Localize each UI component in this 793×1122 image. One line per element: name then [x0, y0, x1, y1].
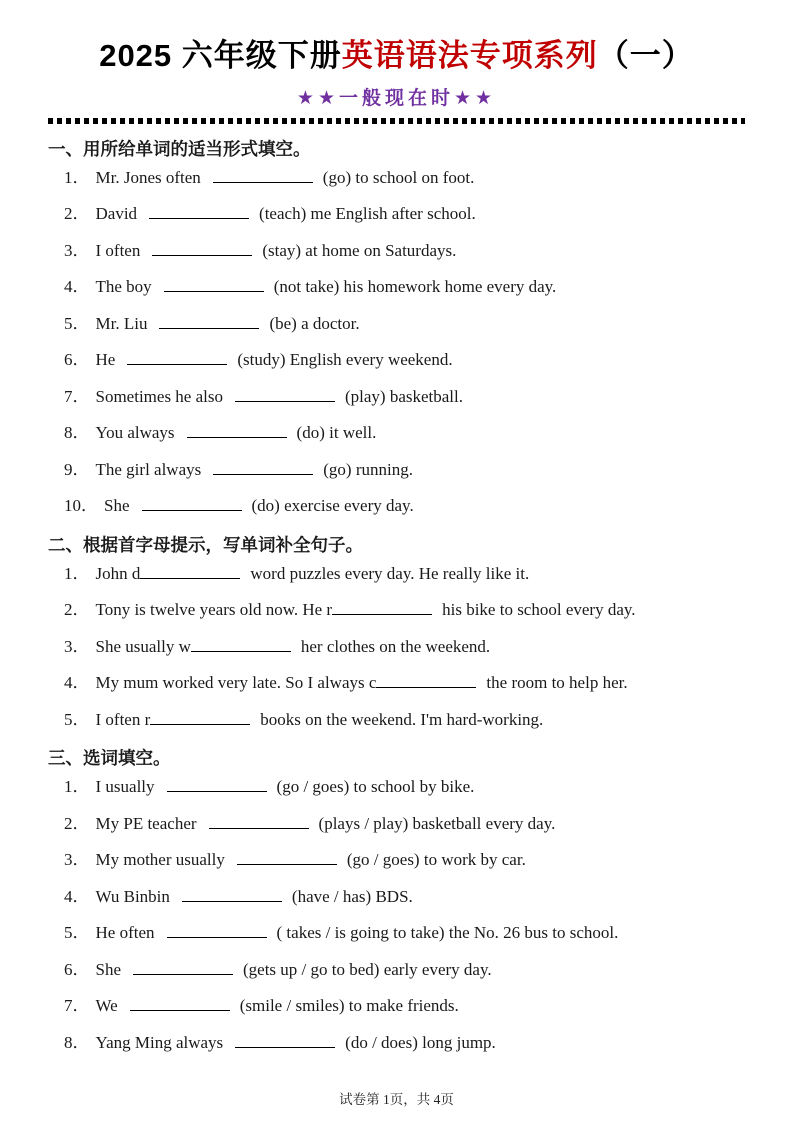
question-post-text: (do) it well.: [296, 423, 377, 443]
question-pre-text: Tony is twelve years old now. He r: [95, 600, 333, 620]
question-item: [48, 995, 745, 1017]
question-pre-text: He often: [95, 923, 155, 943]
question-post-text: (teach) me English after school.: [259, 204, 476, 224]
answer-blank[interactable]: [235, 1032, 335, 1048]
question-number: 4．: [64, 886, 90, 906]
question-pre-text: We: [95, 996, 118, 1016]
question-number: 6．: [64, 350, 90, 370]
question-post-text: her clothes on the weekend.: [300, 636, 491, 656]
question-pre-text: The boy: [95, 277, 152, 297]
question-item: [48, 349, 745, 371]
question-pre-text: I usually: [95, 777, 155, 797]
question-number: 7．: [64, 386, 90, 406]
question-item: [48, 495, 745, 517]
question-item: [48, 922, 745, 944]
section-header: 三、选词填空。: [48, 748, 171, 769]
question-number: 7．: [64, 996, 90, 1016]
question-item: [48, 422, 745, 444]
question-number: 1．: [64, 563, 90, 583]
question-post-text: (do / does) long jump.: [345, 1032, 496, 1052]
answer-blank[interactable]: [127, 349, 227, 365]
question-pre-text: I often: [95, 240, 141, 260]
answer-blank[interactable]: [150, 709, 250, 725]
question-post-text: his bike to school every day.: [442, 600, 636, 620]
question-pre-text: Mr. Jones often: [95, 167, 201, 187]
question-pre-text: She: [95, 959, 121, 979]
question-pre-text: My PE teacher: [95, 813, 197, 833]
question-number: 5．: [64, 313, 90, 333]
question-post-text: (smile / smiles) to make friends.: [239, 996, 459, 1016]
question-pre-text: Sometimes he also: [95, 386, 223, 406]
page-title: [48, 38, 745, 74]
question-item: [48, 849, 745, 871]
question-post-text: (stay) at home on Saturdays.: [262, 240, 457, 260]
answer-blank[interactable]: [130, 995, 230, 1011]
answer-blank[interactable]: [191, 636, 291, 652]
question-pre-text: Wu Binbin: [95, 886, 170, 906]
question-number: 5．: [64, 709, 90, 729]
question-item: [48, 203, 745, 225]
question-item: [48, 672, 745, 694]
question-item: [48, 709, 745, 731]
question-post-text: (be) a doctor.: [269, 313, 360, 333]
answer-blank[interactable]: [213, 167, 313, 183]
question-post-text: (not take) his homework home every day.: [273, 277, 557, 297]
question-number: 3．: [64, 850, 90, 870]
question-pre-text: My mother usually: [95, 850, 225, 870]
question-pre-text: The girl always: [95, 459, 202, 479]
question-item: [48, 240, 745, 262]
sections: [48, 136, 745, 1054]
question-number: 6．: [64, 959, 90, 979]
question-post-text: (play) basketball.: [344, 386, 463, 406]
answer-blank[interactable]: [159, 313, 259, 329]
question-item: [48, 959, 745, 981]
question-number: 2．: [64, 204, 90, 224]
question-post-text: (go) running.: [323, 459, 413, 479]
page-footer: 试卷第 1页，共 4页: [339, 1092, 454, 1107]
question-post-text: (gets up / go to bed) early every day.: [243, 959, 492, 979]
answer-blank[interactable]: [152, 240, 252, 256]
title-part-right: （一）: [597, 38, 694, 73]
question-item: [48, 386, 745, 408]
question-post-text: (go) to school on foot.: [322, 167, 475, 187]
answer-blank[interactable]: [140, 563, 240, 579]
question-item: [48, 636, 745, 658]
answer-blank[interactable]: [167, 922, 267, 938]
question-pre-text: She usually w: [95, 636, 191, 656]
answer-blank[interactable]: [235, 386, 335, 402]
question-post-text: ( takes / is going to take) the No. 26 bus to school.: [276, 923, 619, 943]
question-item: [48, 563, 745, 585]
question-number: 8．: [64, 423, 90, 443]
title-part-red: 英语语法专项系列: [341, 38, 598, 73]
section-header: 一、用所给单词的适当形式填空。: [48, 138, 311, 159]
question-item: [48, 1032, 745, 1054]
question-post-text: (study) English every weekend.: [237, 350, 453, 370]
question-pre-text: My mum worked very late. So I always c: [95, 673, 377, 693]
question-post-text: (plays / play) basketball every day.: [318, 813, 556, 833]
question-number: 5．: [64, 923, 90, 943]
question-item: [48, 276, 745, 298]
subtitle-grammar-topic: ★★一般现在时★★: [296, 87, 497, 109]
question-post-text: word puzzles every day. He really like it.: [250, 563, 530, 583]
answer-blank[interactable]: [209, 813, 309, 829]
answer-blank[interactable]: [376, 672, 476, 688]
question-number: 2．: [64, 813, 90, 833]
question-number: 10．: [64, 496, 98, 516]
answer-blank[interactable]: [182, 886, 282, 902]
question-item: [48, 813, 745, 835]
question-number: 4．: [64, 277, 90, 297]
question-number: 2．: [64, 600, 90, 620]
answer-blank[interactable]: [213, 459, 313, 475]
question-item: [48, 599, 745, 621]
question-number: 1．: [64, 167, 90, 187]
answer-blank[interactable]: [142, 495, 242, 511]
question-pre-text: Mr. Liu: [95, 313, 148, 333]
question-pre-text: You always: [95, 423, 175, 443]
question-item: [48, 459, 745, 481]
answer-blank[interactable]: [332, 599, 432, 615]
question-number: 3．: [64, 636, 90, 656]
question-number: 8．: [64, 1032, 90, 1052]
question-post-text: (go / goes) to school by bike.: [276, 777, 475, 797]
question-pre-text: I often r: [95, 709, 151, 729]
dotted-divider: [48, 118, 745, 124]
answer-blank[interactable]: [149, 203, 249, 219]
question-post-text: books on the weekend. I'm hard-working.: [260, 709, 544, 729]
question-number: 9．: [64, 459, 90, 479]
question-post-text: (go / goes) to work by car.: [346, 850, 526, 870]
section-header: 二、根据首字母提示，写单词补全句子。: [48, 534, 363, 555]
question-number: 1．: [64, 777, 90, 797]
question-number: 3．: [64, 240, 90, 260]
question-number: 4．: [64, 673, 90, 693]
question-item: [48, 886, 745, 908]
answer-blank[interactable]: [237, 849, 337, 865]
question-pre-text: He: [95, 350, 116, 370]
question-pre-text: David: [95, 204, 138, 224]
question-pre-text: Yang Ming always: [95, 1032, 224, 1052]
answer-blank[interactable]: [164, 276, 264, 292]
answer-blank[interactable]: [167, 776, 267, 792]
question-item: [48, 313, 745, 335]
question-post-text: (have / has) BDS.: [291, 886, 413, 906]
question-pre-text: She: [104, 496, 130, 516]
answer-blank[interactable]: [187, 422, 287, 438]
title-part-left: 2025 六年级下册: [99, 38, 342, 73]
question-post-text: the room to help her.: [486, 673, 628, 693]
question-item: [48, 776, 745, 798]
question-pre-text: John d: [95, 563, 141, 583]
question-item: [48, 167, 745, 189]
answer-blank[interactable]: [133, 959, 233, 975]
question-post-text: (do) exercise every day.: [251, 496, 414, 516]
